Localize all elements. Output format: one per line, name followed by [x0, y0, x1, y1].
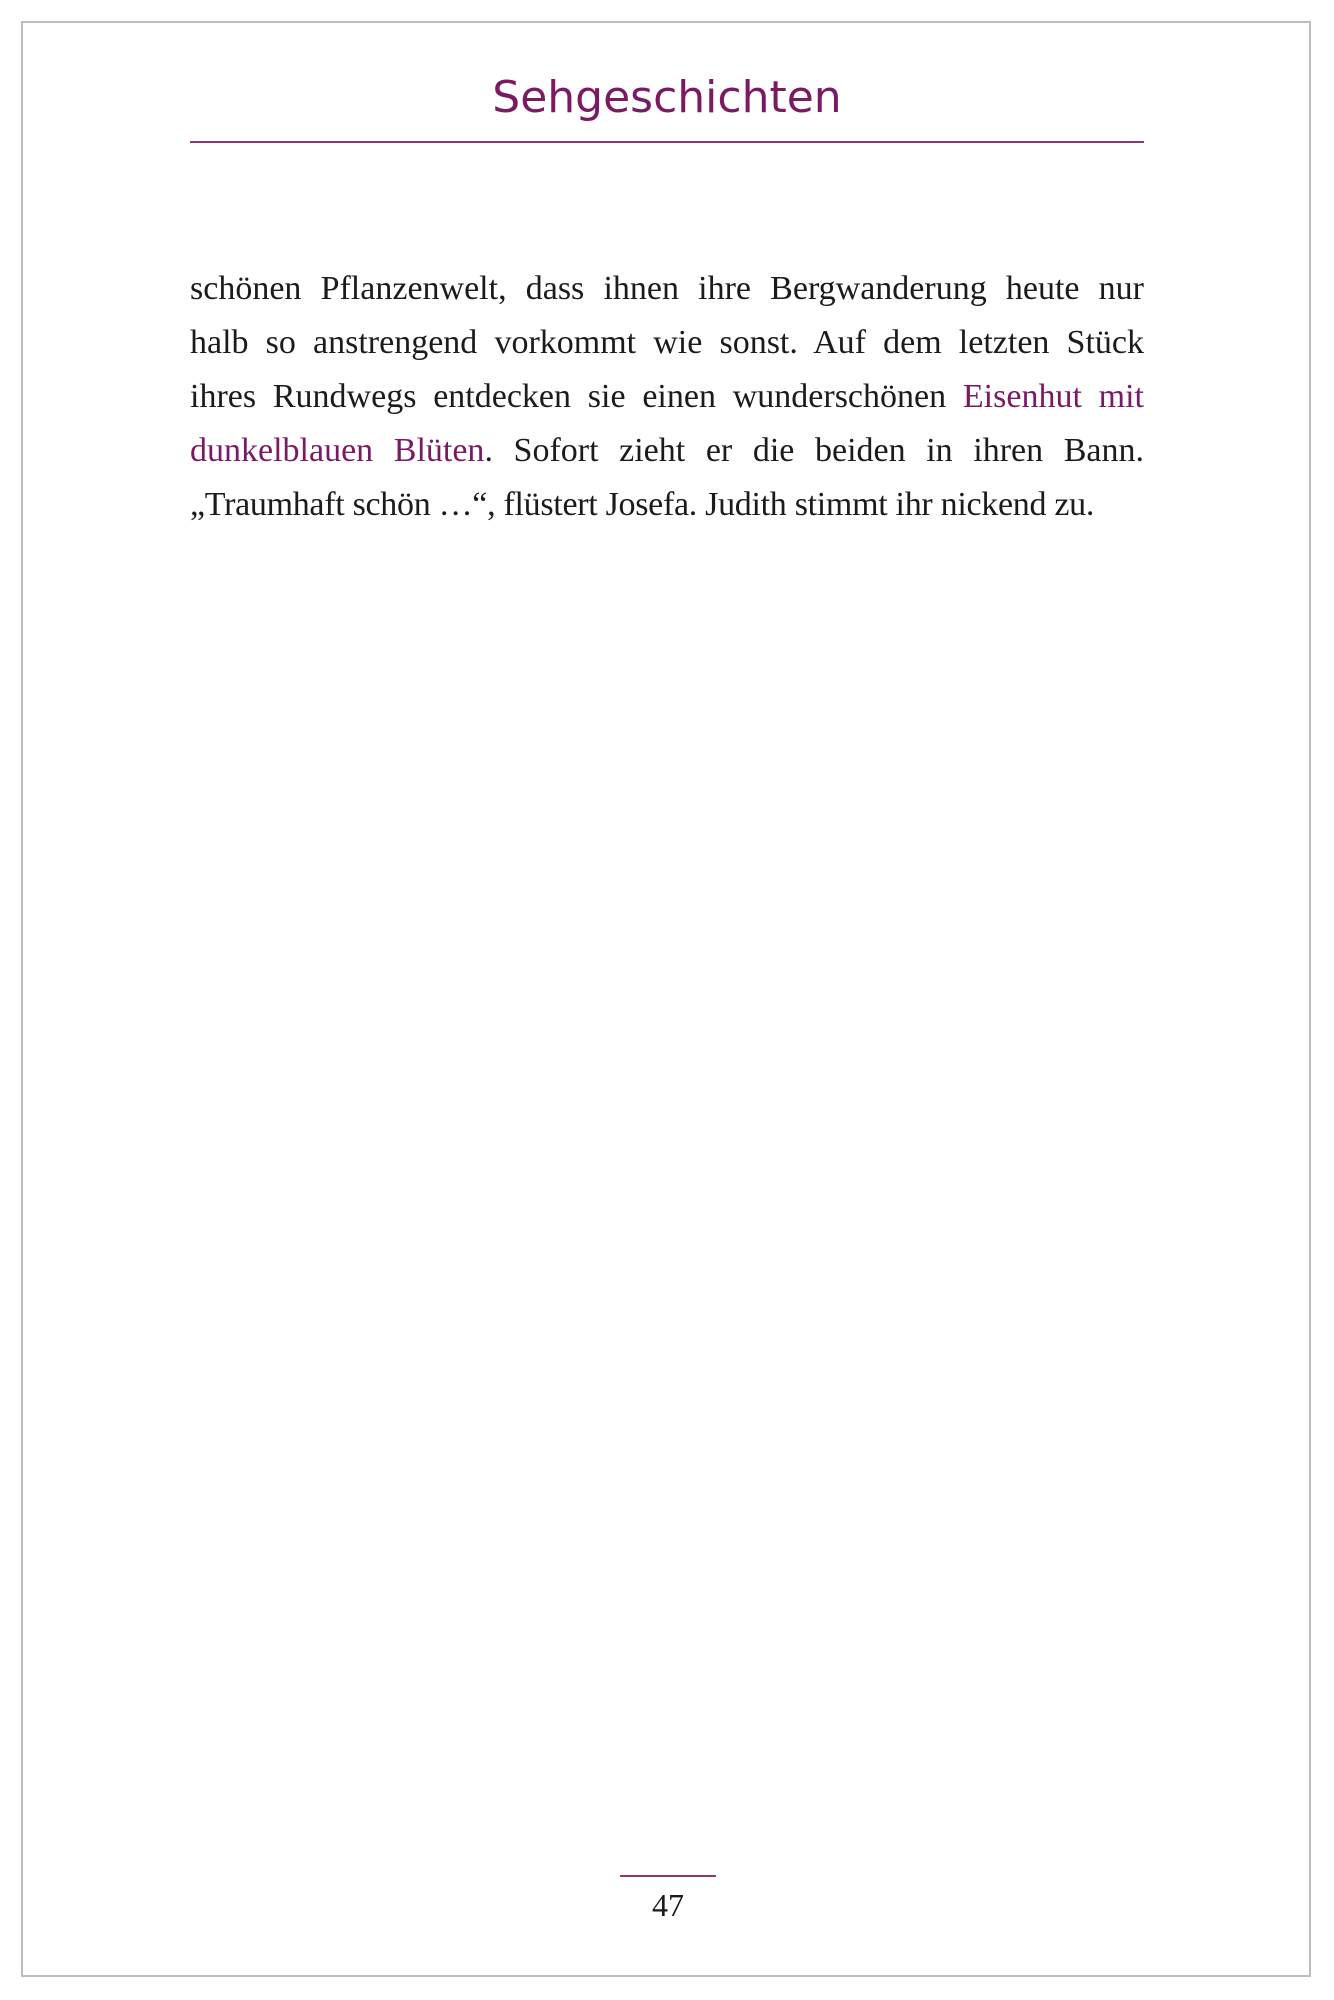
body-line-text: ihres Rundwegs entdecken sie einen wunderschönen	[190, 378, 963, 415]
footer-divider	[620, 1875, 716, 1877]
page-number: 47	[652, 1887, 684, 1923]
body-line: schönen Pflanzenwelt, dass ihnen ihre Bergwanderung heute nur	[190, 270, 1144, 307]
body-line	[190, 424, 1144, 478]
header-divider	[190, 141, 1144, 143]
body-paragraph	[190, 262, 1144, 532]
highlighted-plant-name: dunkelblauen Blüten	[190, 432, 485, 469]
running-header-title: Sehgeschichten	[492, 72, 842, 123]
body-line-text: . Sofort zieht er die beiden in ihren Bann.	[484, 432, 1144, 469]
body-line: „Traumhaft schön …“, flüstert Josefa. Judith stimmt ihr nickend zu.	[190, 486, 1095, 523]
body-line: halb so anstrengend vorkommt wie sonst. Auf dem letzten Stück	[190, 324, 1144, 361]
body-line	[190, 370, 1144, 424]
highlighted-plant-name: Eisenhut mit	[962, 378, 1145, 415]
